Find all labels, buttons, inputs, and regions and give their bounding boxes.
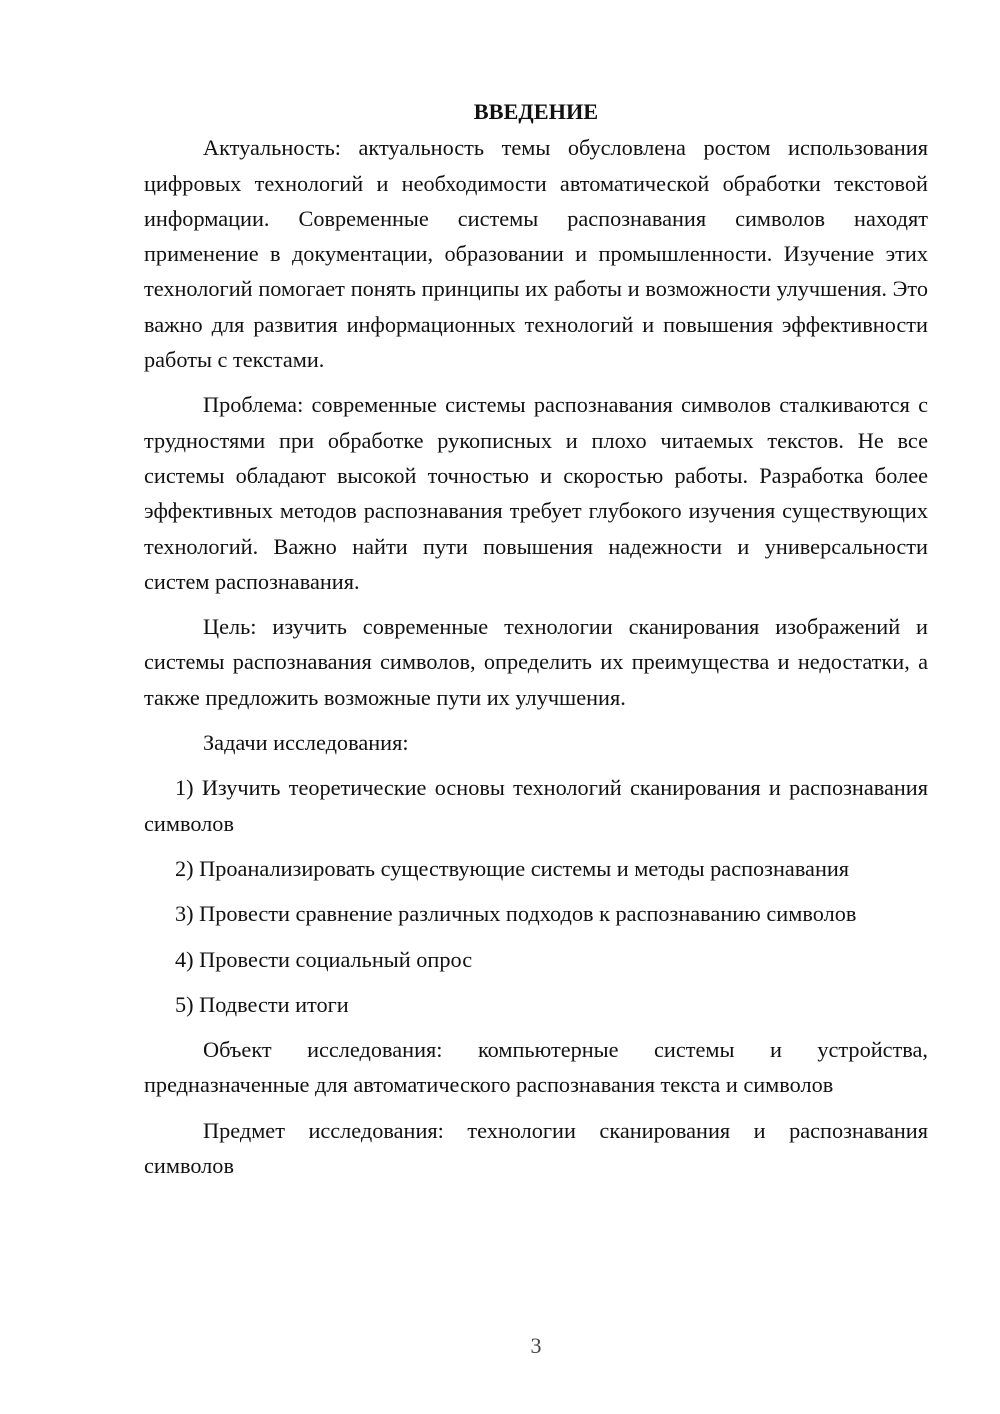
paragraph-tasks-heading: Задачи исследования:	[203, 730, 409, 756]
task-item-1: 1) Изучить теоретические основы технологий сканирования и распознавания символов	[144, 775, 928, 836]
page-number: 3	[530, 1333, 542, 1358]
task-item-5: 5) Подвести итоги	[175, 991, 349, 1017]
paragraph-subject: Предмет исследования: технологии сканирования и распознавания символов	[144, 1117, 928, 1179]
task-item-2: 2) Проанализировать существующие системы и методы распознавания	[175, 855, 850, 881]
task-item-3: 3) Провести сравнение различных подходов к распознаванию символов	[175, 901, 857, 927]
task-item-4: 4) Провести социальный опрос	[175, 946, 473, 972]
paragraph-relevance: Актуальность: актуальность темы обусловлена ростом использования цифровых технологий и необходимости автоматической обработки текстовой информации. Современные системы распознавания символов находят применение в документации, образовании и промышленности. Изучение этих технологий помогает понять принципы их работы и возможности улучшения. Это важно для развития информационных технологий и повышения эффективности работы с текстами.	[144, 135, 928, 373]
paragraph-problem: Проблема: современные системы распознавания символов сталкиваются с трудностями при обработке рукописных и плохо читаемых текстов. Не все системы обладают высокой точностью и скоростью работы. Разработка более эффективных методов распознавания требует глубокого изучения существующих технологий. Важно найти пути повышения надежности и универсальности систем распознавания.	[144, 392, 928, 594]
page-title: ВВЕДЕНИЕ	[473, 99, 599, 124]
page-content	[144, 94, 928, 1193]
paragraph-goal: Цель: изучить современные технологии сканирования изображений и системы распознавания символов, определить их преимущества и недостатки, а также предложить возможные пути их улучшения.	[144, 614, 928, 710]
paragraph-object: Объект исследования: компьютерные системы и устройства, предназначенные для автоматического распознавания текста и символов	[144, 1037, 928, 1098]
